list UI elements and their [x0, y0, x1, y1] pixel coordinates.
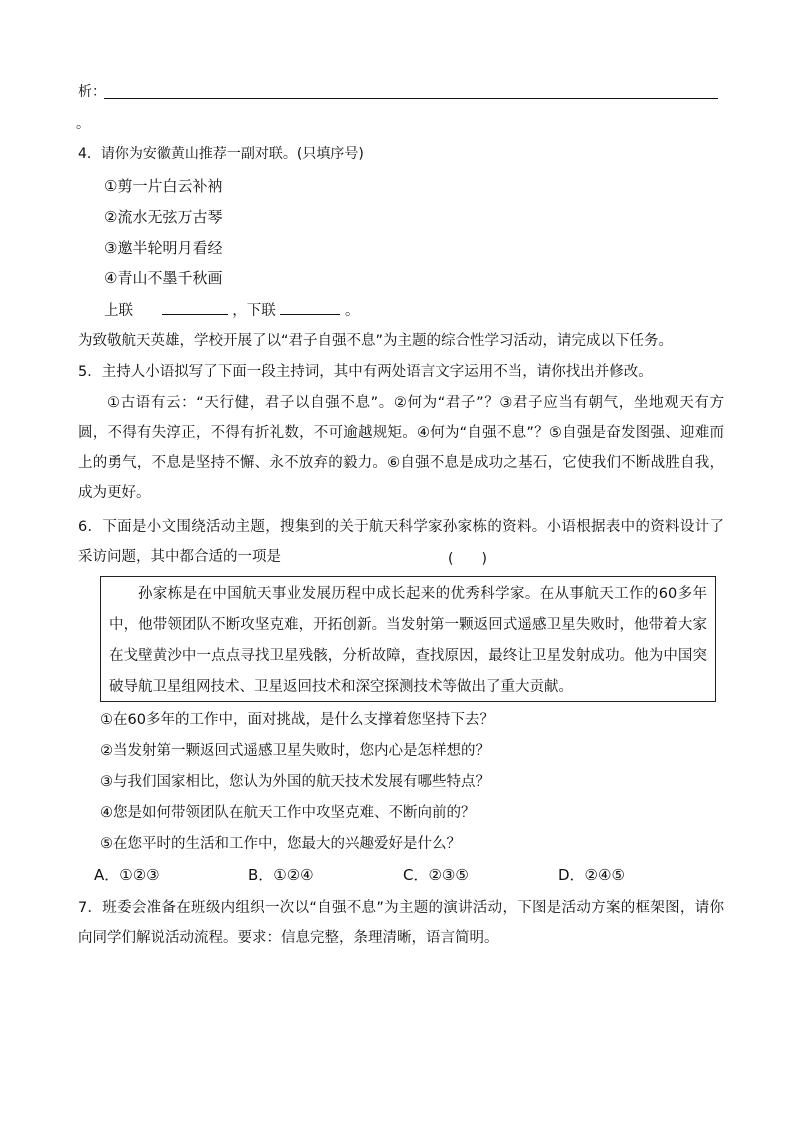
- q4-option-1: ①剪一片白云补衲: [104, 177, 223, 195]
- q4-answer-line: [104, 300, 359, 321]
- q6-answer-paren[interactable]: ( ): [448, 551, 487, 567]
- answer-blank-line[interactable]: [104, 98, 718, 99]
- upper-couplet-label: 上联: [104, 303, 133, 319]
- analysis-label: 析：: [78, 84, 106, 100]
- q6-choice-b[interactable]: B．①②④: [248, 866, 314, 884]
- q6-question-4: ④您是如何带领团队在航天工作中攻坚克难、不断向前的？: [100, 805, 476, 821]
- q6-stem: [78, 512, 724, 572]
- lower-couplet-label: ，下联: [232, 303, 276, 319]
- q6-question-3: ③与我们国家相比，您认为外国的航天技术发展有哪些特点？: [100, 774, 490, 790]
- answer-line-end: 。: [76, 116, 90, 132]
- lower-couplet-blank[interactable]: [280, 300, 340, 315]
- answer-end: 。: [344, 303, 360, 319]
- q4-option-3: ③邀半轮明月看经: [104, 239, 223, 257]
- q5-stem: 5．主持人小语拟写了下面一段主持词，其中有两处语言文字运用不当，请你找出并修改。: [78, 364, 653, 380]
- q6-material-box: 孙家栋是在中国航天事业发展历程中成长起来的优秀科学家。在从事航天工作的60多年中，他带领团队不断攻坚克难，开拓创新。当发射第一颗返回式遥感卫星失败时，他带着大家在戈壁黄沙中一点点寻找卫星残骸，分析故障，查找原因，最终让卫星发射成功。他为中国突破导航卫星组网技术、卫星返回技术和深空探测技术等做出了重大贡献。: [100, 576, 716, 702]
- q6-stem-text: 6．下面是小文围绕活动主题，搜集到的关于航天科学家孙家栋的资料。小语根据表中的资料设计了采访问题，其中都合适的一项是: [78, 519, 724, 565]
- answer-line-label: [78, 82, 106, 102]
- activity-intro: 为致敬航天英雄，学校开展了以“君子自强不息”为主题的综合性学习活动，请完成以下任务。: [78, 333, 674, 349]
- q7-stem: 7．班委会准备在班级内组织一次以“自强不息”为主题的演讲活动，下图是活动方案的框架图，请你向同学们解说活动流程。要求：信息完整，条理清晰，语言简明。: [78, 900, 724, 946]
- upper-couplet-blank[interactable]: [162, 300, 228, 315]
- q5-passage: ①古语有云：“天行健，君子以自强不息”。②何为“君子”？③君子应当有朝气，坐地观天有方圆，不得有失淳正，不得有折礼数，不可逾越规矩。④何为“自强不息”？⑤自强是奋发图强、迎难而上的勇气，不息是坚持不懈、永不放弃的毅力。⑥自强不息是成功之基石，它使我们不断战胜自我，成为更好。: [78, 395, 724, 501]
- q4-option-2: ②流水无弦万古琴: [104, 208, 223, 226]
- q4-stem: 4．请你为安徽黄山推荐一副对联。(只填序号): [78, 146, 364, 162]
- q6-question-5: ⑤在您平时的生活和工作中，您最大的兴趣爱好是什么？: [100, 836, 461, 852]
- q6-choice-a[interactable]: A．①②③: [94, 866, 160, 884]
- q6-question-1: ①在60多年的工作中，面对挑战，是什么支撑着您坚持下去？: [100, 712, 494, 728]
- q6-choice-d[interactable]: D．②④⑤: [558, 866, 625, 884]
- q6-question-2: ②当发射第一颗返回式遥感卫星失败时，您内心是怎样想的？: [100, 743, 490, 759]
- q4-option-4: ④青山不墨千秋画: [104, 269, 223, 287]
- q6-choice-c[interactable]: C．②③⑤: [403, 866, 469, 884]
